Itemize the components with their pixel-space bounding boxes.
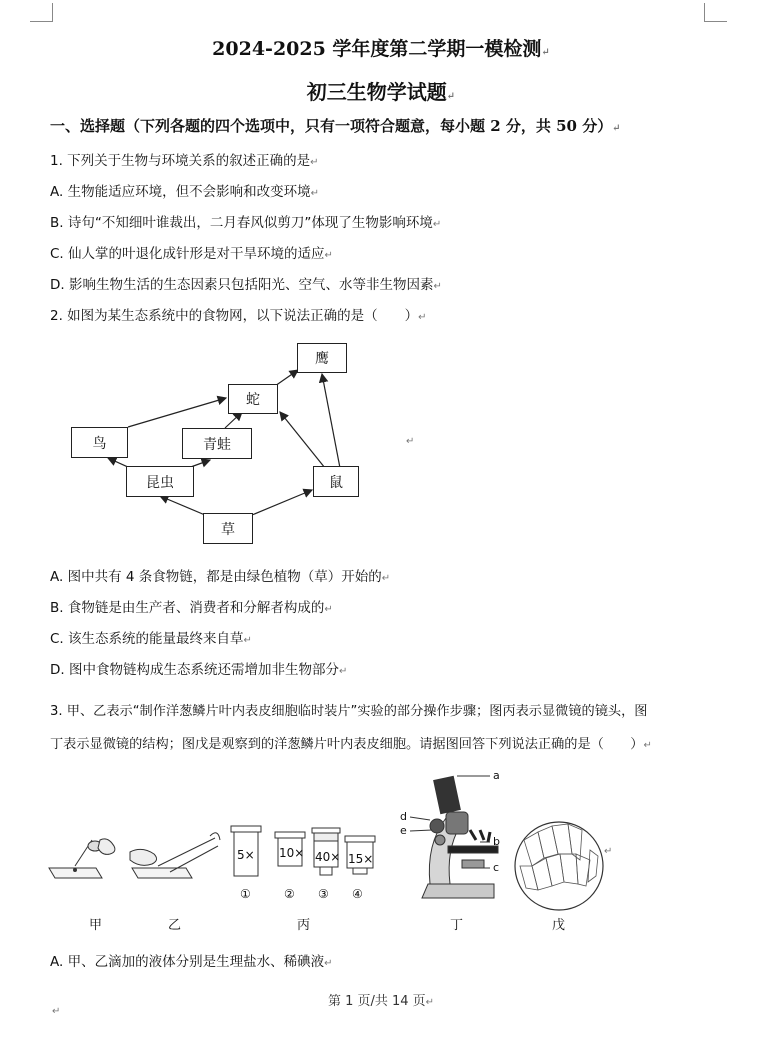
q1-stem: 1. 下列关于生物与环境关系的叙述正确的是↵ — [50, 153, 319, 169]
q3-stem-line2: 丁表示显微镜的结构；图戊是观察到的洋葱鳞片叶内表皮细胞。请据图回答下列说法正确的是（ ）↵ — [50, 737, 652, 752]
paragraph-mark: ↵ — [604, 846, 613, 857]
figure-label-jia: 甲 — [89, 918, 103, 933]
q2-option-c: C. 该生态系统的能量最终来自草↵ — [50, 631, 252, 647]
paragraph-mark: ↵ — [406, 436, 415, 447]
figure-ding-microscope — [410, 776, 498, 898]
food-web-node-frog: 青蛙 — [182, 428, 252, 459]
food-web-node-snake: 蛇 — [228, 384, 278, 414]
q2-option-d: D. 图中食物链构成生态系统还需增加非生物部分↵ — [50, 662, 348, 678]
figure-jia-dropper — [49, 839, 115, 878]
exam-title: 2024-2025 学年度第二学期一模检测↵ — [212, 38, 550, 60]
lens-4-magnification: 15× — [348, 852, 374, 866]
food-web-node-insect: 昆虫 — [126, 466, 194, 497]
figure-yi-tweezers — [130, 833, 220, 878]
scope-label-e: e — [400, 824, 407, 837]
food-web-node-mouse: 鼠 — [313, 466, 359, 497]
lens-1-magnification: 5× — [237, 848, 255, 862]
figure-label-yi: 乙 — [168, 918, 182, 933]
lens-2-number: ② — [284, 887, 295, 901]
exam-subtitle: 初三生物学试题↵ — [306, 80, 456, 104]
q1-option-d: D. 影响生物生活的生态因素只包括阳光、空气、水等非生物因素↵ — [50, 277, 442, 293]
q1-option-a: A. 生物能适应环境，但不会影响和改变环境↵ — [50, 184, 319, 200]
figure-wu-cells — [515, 822, 603, 910]
figure-label-wu: 戊 — [552, 918, 566, 933]
lens-3-number: ③ — [318, 887, 329, 901]
q1-option-b: B. 诗句“不知细叶谁裁出，二月春风似剪刀”体现了生物影响环境↵ — [50, 215, 442, 231]
q2-option-b: B. 食物链是由生产者、消费者和分解者构成的↵ — [50, 600, 333, 616]
q1-option-c: C. 仙人掌的叶退化成针形是对干旱环境的适应↵ — [50, 246, 333, 262]
lens-3-magnification: 40× — [315, 850, 341, 864]
scope-label-d: d — [400, 810, 407, 823]
figure-label-ding: 丁 — [450, 918, 464, 933]
q2-stem: 2. 如图为某生态系统中的食物网，以下说法正确的是（ ）↵ — [50, 308, 427, 324]
food-web-node-grass: 草 — [203, 513, 253, 544]
paragraph-mark: ↵ — [52, 1006, 61, 1017]
scope-label-c: c — [493, 861, 500, 874]
q2-option-a: A. 图中共有 4 条食物链，都是由绿色植物（草）开始的↵ — [50, 569, 391, 585]
q3-stem-line1: 3. 甲、乙表示“制作洋葱鳞片叶内表皮细胞临时装片”实验的部分操作步骤；图丙表示显微镜的镜头，图 — [50, 704, 648, 719]
lens-4-number: ④ — [352, 887, 363, 901]
scope-label-b: b — [493, 835, 500, 848]
lens-2-magnification: 10× — [279, 846, 305, 860]
page-footer: 第 1 页/共 14 页↵ — [327, 994, 435, 1009]
section-heading: 一、选择题（下列各题的四个选项中，只有一项符合题意，每小题 2 分，共 50 分）↵ — [50, 117, 621, 135]
food-web-node-bird: 鸟 — [71, 427, 128, 458]
lens-1-number: ① — [240, 887, 251, 901]
scope-label-a: a — [493, 769, 500, 782]
q3-option-a: A. 甲、乙滴加的液体分别是生理盐水、稀碘液↵ — [50, 954, 333, 970]
food-web-node-eagle: 鹰 — [297, 343, 347, 373]
figure-label-bing: 丙 — [297, 918, 311, 933]
